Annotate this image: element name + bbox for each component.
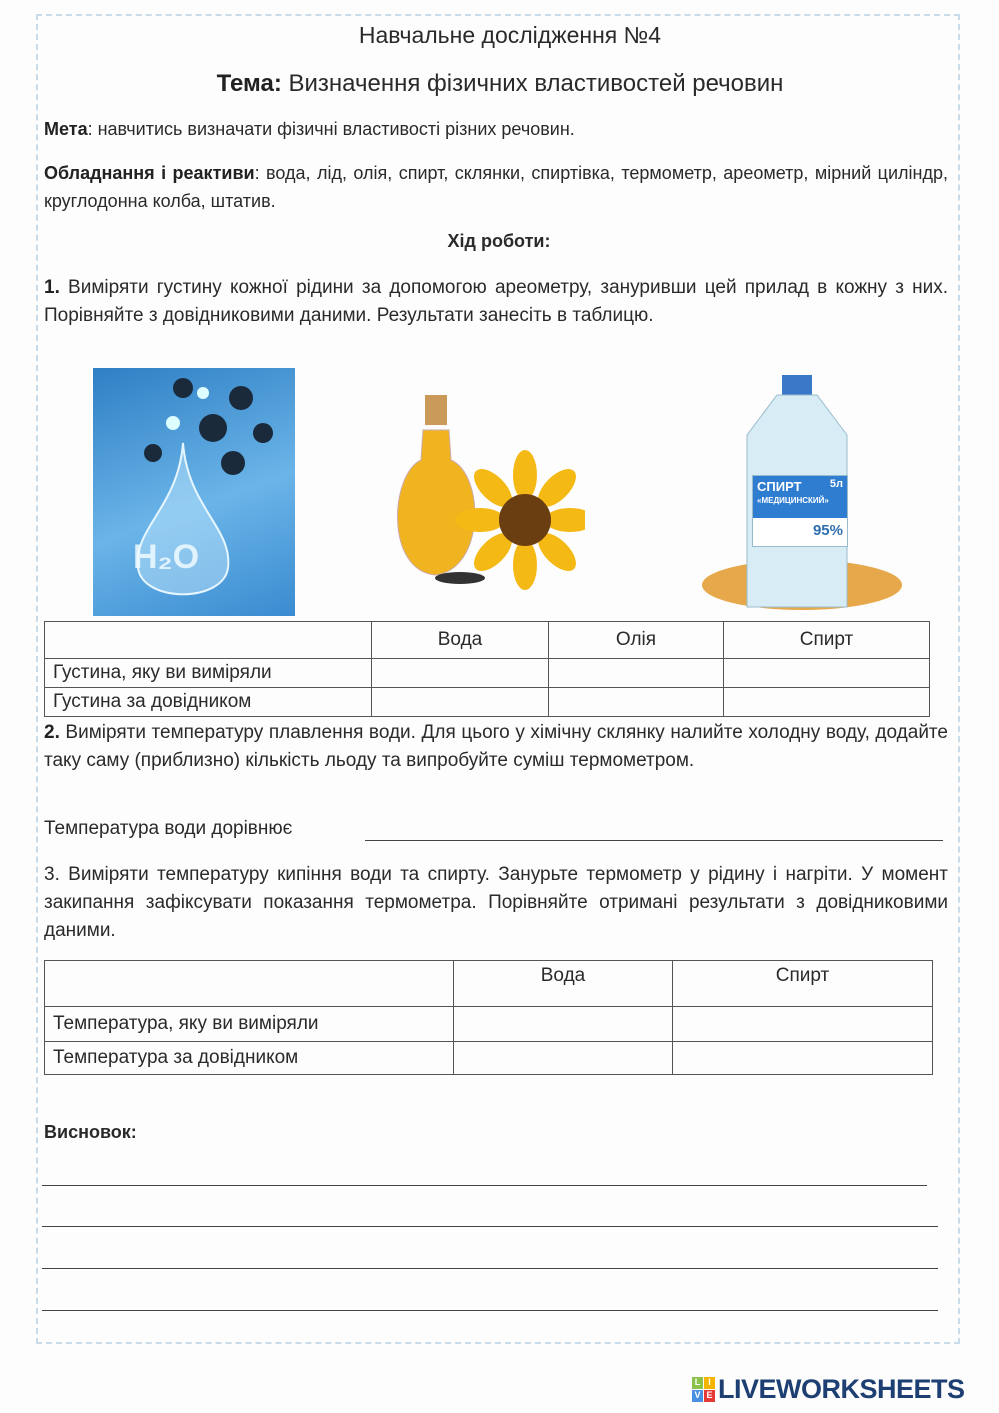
logo-text: LIVEWORKSHEETS [718,1374,965,1404]
answer-cell[interactable] [724,659,930,688]
table-header-cell [45,961,454,1007]
theme-line [0,70,999,98]
step3-text: 3. Виміряти температуру кипіння води та спирту. Занурьте термометр у рідину і нагріти. У момент закипання зафіксувати показання термометра. Порівняйте отримані результати з довідниковими даними. [44,864,948,941]
water-drop-icon [93,368,295,616]
logo-letter: I [704,1377,715,1389]
table-header-row [45,961,933,1007]
theme-text: Визначення фізичних властивостей речовин [281,70,784,97]
bottle-label-percent: 95% [812,522,843,539]
water-formula: H₂O [133,538,200,576]
answer-cell[interactable] [549,659,724,688]
answer-cell[interactable] [673,1042,933,1075]
logo-icon [692,1377,715,1402]
logo-letter: E [704,1390,715,1402]
conclusion-line-1[interactable] [42,1185,927,1186]
answer-cell[interactable] [454,1042,673,1075]
density-table [44,621,930,717]
answer-cell[interactable] [549,688,724,717]
row-label: Температура, яку ви виміряли [45,1007,454,1042]
table-header-cell [45,622,372,659]
table-row [45,688,930,717]
equipment-line [44,159,948,215]
step1-body: Виміряти густину кожної рідини за допомогою ареометру, зануривши цей прилад в кожну з них. Порівняйте з довідниковими даними. Результати занесіть в таблицю. [44,277,948,326]
answer-cell[interactable] [724,688,930,717]
answer-cell[interactable] [372,659,549,688]
goal-line [44,115,948,143]
table-row [45,1042,933,1075]
table-header-cell: Вода [372,622,549,659]
table-header-cell: Вода [454,961,673,1007]
table-header-cell: Спирт [724,622,930,659]
step2-text [44,719,948,775]
equipment-text: : вода, лід, олія, спирт, склянки, спиртівка, термометр, ареометр, мірний циліндр, круглодонна колба, штатив. [44,163,949,211]
table-row [45,659,930,688]
table-header-cell: Олія [549,622,724,659]
answer-cell[interactable] [673,1007,933,1042]
conclusion-label: Висновок: [44,1122,137,1142]
table-row [45,1007,933,1042]
table-header-cell: Спирт [673,961,933,1007]
conclusion-line-3[interactable] [42,1268,938,1269]
liveworksheets-logo [692,1374,965,1405]
logo-letter: V [692,1390,703,1402]
conclusion-line-4[interactable] [42,1310,938,1311]
theme-label: Тема: [216,70,282,97]
row-label: Густина за довідником [45,688,372,717]
bottle-label-volume: 5л [829,478,843,490]
goal-label: Мета [44,119,88,139]
equipment-label: Обладнання і реактиви [44,163,255,183]
row-label: Температура за довідником [45,1042,454,1075]
row-label: Густина, яку ви виміряли [45,659,372,688]
bottle-label-sub: «МЕДИЦИНСКИЙ» [757,496,829,505]
step1-number: 1. [44,277,60,298]
conclusion-line-2[interactable] [42,1226,938,1227]
step2-body: Виміряти температуру плавлення води. Для цього у хімічну склянку налийте холодну воду, додайте таку саму (приблизно) кількість льоду та випробуйте суміш термометром. [44,722,948,771]
water-temp-input[interactable] [365,820,943,841]
logo-letter: L [692,1377,703,1389]
oil-sunflower-image [385,390,585,590]
bottle-label-name: СПИРТ [757,479,802,494]
temperature-table [44,960,933,1075]
oil-bottle-icon [385,390,585,590]
answer-cell[interactable] [372,688,549,717]
step1-text [44,274,948,330]
worksheet-title: Навчальне дослідження №4 [358,22,662,48]
bottle-label [752,475,848,547]
water-molecule-image [93,368,295,616]
answer-cell[interactable] [454,1007,673,1042]
water-temp-label: Температура води дорівнює [44,818,293,839]
step2-number: 2. [44,722,60,743]
goal-text: : навчитись визначати фізичні властивості різних речовин. [87,119,575,139]
alcohol-bottle-image [672,375,902,615]
procedure-heading: Хід роботи: [447,231,551,251]
table-header-row [45,622,930,659]
